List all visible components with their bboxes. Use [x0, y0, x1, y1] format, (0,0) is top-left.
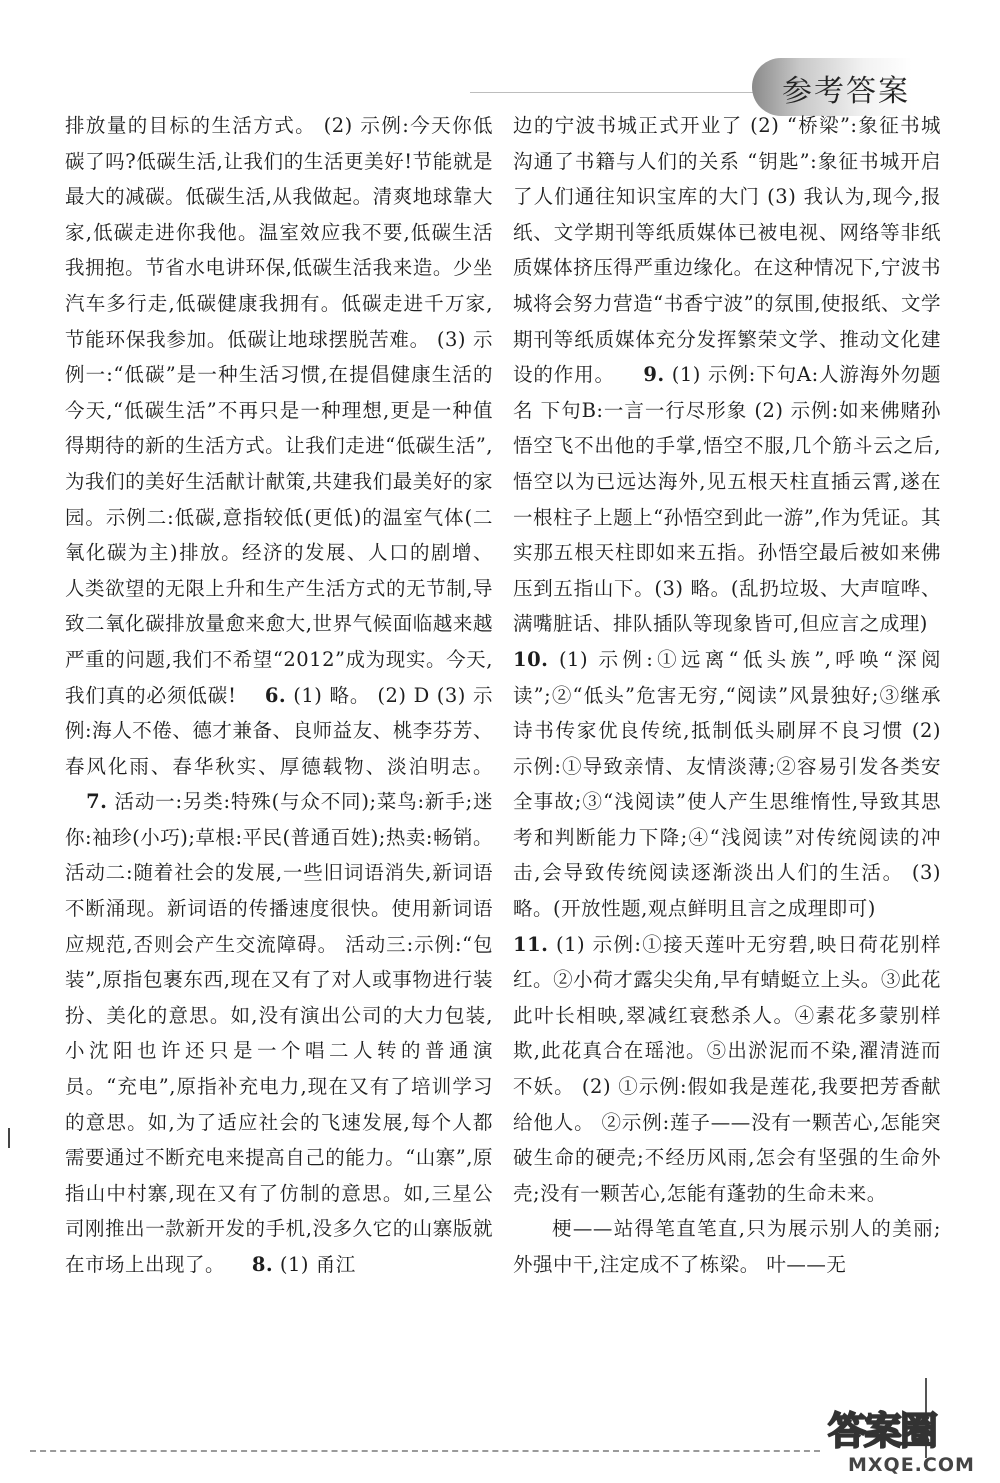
answer-text: (1) 略。 (2) D (3) 示例:海人不倦、德才兼备、良师益友、桃李芬芳、春风化雨、春华秋实、厚德载物、淡泊明志。 [65, 683, 493, 778]
section-title: 参考答案 [782, 74, 910, 109]
watermark-url: MXQE.COM [848, 1454, 975, 1476]
question-number: 11. [513, 932, 549, 956]
question-number: 7. [86, 790, 108, 814]
answer-text: (1) 示例:下句A:人游海外勿题名 下句B:一言一行尽形象 (2) 示例:如来佛赌孙悟空飞不出他的手掌,悟空不服,几个筋斗云之后,悟空以为已远达海外,见五根天柱直插云霄,遂在一根柱子上题上“孙悟空到此一游”,作为凭证。其实那五根天柱即如来五指。孙悟空最后被如来佛压到五指山下。(3) 略。(乱扔垃圾、大声喧哗、满嘴脏话、排队插队等现象皆可,但应言之成理) [513, 363, 941, 636]
answer-text: 边的宁波书城正式开业了 (2) “桥梁”:象征书城沟通了书籍与人们的关系 “钥匙”:象征书城开启了人们通往知识宝库的大门 (3) 我认为,现今,报纸、文学期刊等纸质媒体已被电视、网络等非纸质媒体挤压得严重边缘化。在这种情况下,宁波书城将会努力营造“书香宁波”的氛围,使报纸、文学期刊等纸质媒体充分发挥繁荣文学、推动文化建设的作用。 [513, 114, 941, 387]
answer-paragraph [513, 927, 941, 1212]
right-column [513, 108, 941, 1283]
answer-text: (1) 示例:①接天莲叶无穷碧,映日荷花别样红。②小荷才露尖尖角,早有蜻蜓立上头。③此花此叶长相映,翠减红衰愁杀人。④素花多蒙别样欺,此花真合在瑶池。⑤出淤泥而不染,濯清涟而不妖。 (2) ①示例:假如我是莲花,我要把芳香献给他人。 ②示例:莲子——没有一颗苦心,怎能突破生命的硬壳;不经历风雨,怎会有坚强的生命外壳;没有一颗苦心,怎能有蓬勃的生命未来。 [513, 932, 941, 1205]
watermark-text: 答案圈 [828, 1408, 937, 1453]
answer-text: (1) 示例:①远离“低头族”,呼唤“深阅读”;②“低头”危害无穷,“阅读”风景独好;③继承诗书传家优良传统,抵制低头刷屏不良习惯 (2) 示例:①导致亲情、友情淡薄;②容易引发各类安全事故;③“浅阅读”使人产生思维惰性,导致其思考和判断能力下降;④“浅阅读”对传统阅读的冲击,会导致传统阅读逐渐淡出人们的生活。 (3) 略。(开放性题,观点鲜明且言之成理即可) [513, 647, 941, 921]
question-number: 10. [513, 647, 549, 671]
question-number: 9. [643, 363, 665, 387]
answer-paragraph [65, 108, 493, 1283]
page-header [0, 28, 1000, 118]
footer-dotted-rule [30, 1450, 820, 1452]
answer-paragraph [513, 642, 941, 927]
question-number: 6. [264, 683, 287, 707]
answer-text: 活动一:另类:特殊(与众不同);菜鸟:新手;迷你:袖珍(小巧);草根:平民(普通百姓);热卖:畅销。 活动二:随着社会的发展,一些旧词语消失,新词语不断涌现。新词语的传播速度很快。使用新词语应规范,否则会产生交流障碍。 活动三:示例:“包装”,原指包裹东西,现在又有了对人或事物进行装扮、美化的意思。如,没有演出公司的大力包装,小沈阳也许还只是一个唱二人转的普通演员。“充电”,原指补充电力,现在又有了培训学习的意思。如,为了适应社会的飞速发展,每个人都需要通过不断充电来提高自己的能力。“山寨”,原指山中村寨,现在又有了仿制的意思。如,三星公司刚推出一款新开发的手机,没多久它的山寨版就在市场上出现了。 [65, 790, 493, 1276]
answer-paragraph [513, 108, 941, 642]
answer-text: 排放量的目标的生活方式。 (2) 示例:今天你低碳了吗?低碳生活,让我们的生活更美好!节能就是最大的减碳。低碳生活,从我做起。清爽地球靠大家,低碳走进你我他。温室效应我不要,低碳生活我拥抱。节省水电讲环保,低碳生活我来造。少坐汽车多行走,低碳健康我拥有。低碳走进千万家,节能环保我参加。低碳让地球摆脱苦难。 (3) 示例一:“低碳”是一种生活习惯,在提倡健康生活的今天,“低碳生活”不再只是一种理想,更是一种值得期待的新的生活方式。让我们走进“低碳生活”,为我们的美好生活献计献策,共建我们最美好的家园。示例二:低碳,意指较低(更低)的温室气体(二氧化碳为主)排放。经济的发展、人口的剧增、人类欲望的无限上升和生产生活方式的无节制,导致二氧化碳排放量愈来愈大,世界气候面临越来越严重的问题,我们不希望“2012”成为现实。今天,我们真的必须低碳! [65, 114, 493, 707]
left-column [65, 108, 493, 1283]
answer-text: 梗——站得笔直笔直,只为展示别人的美丽;外强中干,注定成不了栋梁。 叶——无 [513, 1217, 941, 1276]
margin-mark [8, 1128, 10, 1148]
answer-paragraph [513, 1211, 941, 1282]
answer-text: (1) 甬江 [273, 1253, 356, 1276]
question-number: 8. [251, 1253, 274, 1276]
watermark-logo [818, 1400, 988, 1480]
